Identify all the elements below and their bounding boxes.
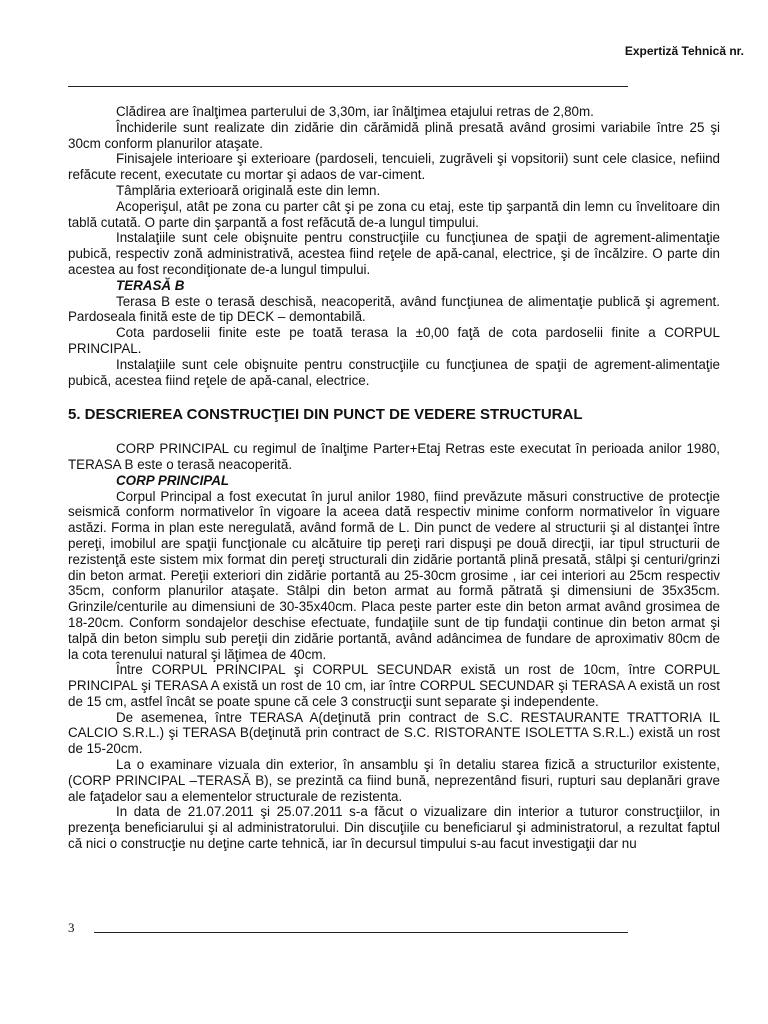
header-rule — [68, 86, 628, 87]
paragraph: Tâmplăria exterioară originală este din lemn. — [116, 182, 381, 198]
paragraph: Acoperişul, atât pe zona cu parter cât şi pe zona cu etaj, este tip şarpantă din lemn cu învelitoare din tablă cutată. O parte din şarpantă a fost refăcută de-a lungul timpului. — [68, 198, 720, 230]
paragraph: Finisajele interioare şi exterioare (pardoseli, tencuieli, zugrăveli şi vopsitorii) sunt cele clasice, nefiind refăcute recent, executate cu mortar şi adaos de var-ciment. — [68, 151, 720, 183]
paragraph: In data de 21.07.2011 şi 25.07.2011 s-a făcut o vizualizare din interior a tuturor construcţiilor, in prezenţa beneficiarului şi al administratorului. Din discuţiile cu beneficiarul şi administratorul, a rezultat faptul că nici o construcţie nu deţine carte tehnică, iar în decursul timpului s-au facut investigaţii dar nu — [68, 804, 720, 852]
paragraph: La o examinare vizuala din exterior, în ansamblu şi în detaliu starea fizică a structurilor existente, (CORP PRINCIPAL –TERASĂ B), se prezintă ca fiind bună, neprezentând fisuri, rupturi sau deplanări grave ale faţadelor sau a elementelor structurale de rezistenta. — [68, 757, 720, 804]
paragraph: Cota pardoselii finite este pe toată terasa la ±0,00 faţă de cota pardoselii finite a CORPUL PRINCIPAL. — [68, 325, 720, 356]
paragraph: De asemenea, între TERASA A(deţinută prin contract de S.C. RESTAURANTE TRATTORIA IL CALCIO S.R.L.) şi TERASA B(deţinută prin contract de S.C. RISTORANTE ISOLETTA S.R.L.) există un rost de 15-20cm. — [68, 709, 720, 757]
paragraph: Terasa B este o terasă deschisă, neacoperită, având funcţiunea de alimentaţie publică şi agrement. Pardoseala finită este de tip DECK – demontabilă. — [68, 293, 720, 325]
page-number: 3 — [68, 920, 75, 935]
footer-rule — [94, 932, 628, 933]
paragraph: Instalaţiile sunt cele obişnuite pentru construcţiile cu funcţiunea de spaţii de agrement-alimentaţie pubică, respectiv zonă administrativă, acestea fiind reţele de apă-canal, electrice, şi de încălzire. O parte din acestea au fost recondiţionate de-a lungul timpului. — [68, 230, 720, 277]
paragraph: Corpul Principal a fost executat în jurul anilor 1980, fiind prevăzute măsuri constructive de protecţie seismică conform normativelor în vigoare la aceea dată respectiv minime conform normativelor în viguare astăzi. Forma in plan este neregulată, având formă de L. Din punct de vedere al structurii şi al distanţei între pereţi, imobilul are spaţii funcţionale cu alcătuire tip pereţi rari dispuşi pe două direcţii, iar tipul structurii de rezistenţă este sistem mix format din pereţi structurali din zidărie portantă plină presată, stâlpi şi centuri/grinzi din beton armat. Pereţii exteriori din zidărie portantă au 25-30cm grosime , iar cei interiori au 25cm respectiv 35cm, conform planurilor ataşate. Stâlpi din beton armat au formă pătrată şi dimensiuni de 35x35cm. Grinzile/centurile au dimensiuni de 30-35x40cm. Placa peste parter este din beton armat având grosimea de 18-20cm. Conform sondajelor deschise efectuate, fundaţiile sunt de tip fundaţii continue din beton armat şi talpă din beton simplu sub pereţii din zidărie portantă, având adâncimea de fundare de aproximativ 80cm de la cota terenului natural şi lăţimea de 40cm. — [68, 488, 720, 662]
section-title: 5. DESCRIEREA CONSTRUCŢIEI DIN PUNCT DE VEDERE STRUCTURAL — [68, 406, 583, 424]
subtitle-terasa-b: TERASĂ B — [116, 277, 185, 293]
paragraph: Clădirea are înalţimea parterului de 3,30m, iar înălţimea etajului retras de 2,80m. — [116, 104, 594, 119]
paragraph: Între CORPUL PRINCIPAL şi CORPUL SECUNDAR există un rost de 10cm, între CORPUL PRINCIPAL şi TERASA A există un rost de 10 cm, iar între CORPUL SECUNDAR şi TERASA A există un rost de 15 cm, astfel încât se poate spune că cele 3 construcţii sunt separate şi independente. — [68, 662, 720, 709]
paragraph: Instalaţiile sunt cele obişnuite pentru construcţiile cu funcţiunea de spaţii de agrement-alimentaţie pubică, acestea fiind reţele de apă-canal, electrice. — [68, 356, 720, 388]
intro-paragraph: CORP PRINCIPAL cu regimul de înalţime Parter+Etaj Retras este executat în perioada anilor 1980, TERASA B este o terasă neacoperită. — [68, 441, 720, 472]
subtitle-corp-principal: CORP PRINCIPAL — [116, 472, 230, 488]
header-title: Expertiză Tehnică nr. — [624, 44, 744, 58]
document-body — [68, 104, 720, 852]
paragraph: Închiderile sunt realizate din zidărie din cărămidă plină presată având grosimi variabile între 25 şi 30cm conform planurilor ataşate. — [68, 119, 720, 151]
